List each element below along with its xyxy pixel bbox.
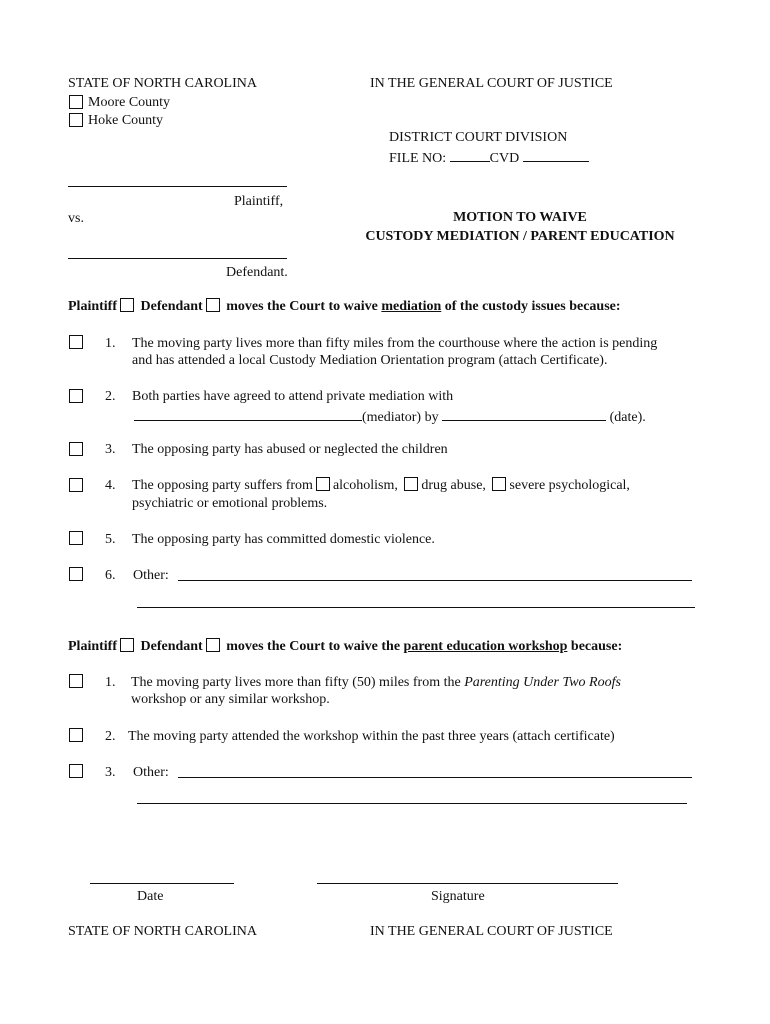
moore-county-checkbox[interactable] [69, 95, 83, 109]
mediation-waiver-statement [68, 298, 621, 315]
s1-item3-checkbox[interactable] [69, 442, 83, 456]
s1-item4-text-cont: psychiatric or emotional problems. [132, 496, 328, 511]
s2-item2-checkbox[interactable] [69, 728, 83, 742]
s1-item6-label: Other: [133, 568, 169, 583]
file-year-field[interactable] [450, 148, 490, 162]
file-cvd-label: CVD [489, 151, 520, 166]
s2-other-line1[interactable] [178, 777, 692, 778]
s1-other-line1[interactable] [178, 580, 692, 581]
s1-item1-number: 1. [105, 336, 116, 351]
s1-item5-number: 5. [105, 532, 116, 547]
s1-item2-mediator-row [134, 407, 646, 426]
s1-plaintiff-label: Plaintiff [68, 299, 117, 314]
s2-defendant-checkbox[interactable] [206, 638, 220, 652]
s1-item1-text-cont: and has attended a local Custody Mediation Orientation program (attach Certificate). [132, 353, 608, 368]
moore-county-label: Moore County [88, 95, 171, 110]
s2-item1-text-cont: workshop or any similar workshop. [131, 692, 330, 707]
court-heading: IN THE GENERAL COURT OF JUSTICE [370, 76, 613, 91]
s1-keyword: mediation [381, 299, 442, 314]
defendant-name-line[interactable] [68, 258, 287, 259]
s1-item5-text: The opposing party has committed domestic violence. [132, 532, 435, 547]
s1-item2-number: 2. [105, 389, 116, 404]
s1-suffix: of the custody issues because: [444, 299, 621, 314]
file-number [389, 148, 589, 167]
form-title-line1: MOTION TO WAIVE [453, 210, 587, 225]
file-number-field[interactable] [523, 148, 589, 162]
workshop-waiver-statement [68, 638, 622, 655]
date-signature-line[interactable] [90, 883, 234, 884]
s2-item1-text [131, 674, 621, 691]
state-heading: STATE OF NORTH CAROLINA [68, 76, 257, 91]
footer-state-heading: STATE OF NORTH CAROLINA [68, 924, 257, 939]
s2-plaintiff-checkbox[interactable] [120, 638, 134, 652]
date-label: (date). [609, 410, 646, 425]
s2-item3-checkbox[interactable] [69, 764, 83, 778]
s1-item1-text: The moving party lives more than fifty miles from the courthouse where the action is pending [132, 336, 658, 351]
mediator-label: (mediator) by [362, 410, 439, 425]
s1-prefix: moves the Court to waive [226, 299, 378, 314]
s2-item1-lead: The moving party lives more than fifty (50) miles from the [131, 675, 461, 690]
signature-caption: Signature [431, 889, 485, 904]
s1-item4-lead: The opposing party suffers from [132, 478, 313, 493]
plaintiff-label: Plaintiff, [234, 194, 284, 209]
s2-item1-checkbox[interactable] [69, 674, 83, 688]
drug-abuse-checkbox[interactable] [404, 477, 418, 491]
file-no-label: FILE NO: [389, 151, 447, 166]
psychological-checkbox[interactable] [492, 477, 506, 491]
s1-item3-number: 3. [105, 442, 116, 457]
s1-item1-checkbox[interactable] [69, 335, 83, 349]
s2-prefix: moves the Court to waive the [226, 639, 401, 654]
signature-line[interactable] [317, 883, 618, 884]
s2-suffix: because: [570, 639, 623, 654]
s2-item2-text: The moving party attended the workshop within the past three years (attach certificate) [128, 729, 615, 744]
s2-item2-number: 2. [105, 729, 116, 744]
date-caption: Date [137, 889, 164, 904]
s2-defendant-label: Defendant [140, 639, 203, 654]
s2-other-line2[interactable] [137, 803, 687, 804]
plaintiff-name-line[interactable] [68, 186, 287, 187]
s2-keyword: parent education workshop [403, 639, 568, 654]
alcoholism-label: alcoholism, [332, 478, 398, 493]
hoke-county-label: Hoke County [88, 113, 164, 128]
s2-item3-number: 3. [105, 765, 116, 780]
s1-item2-checkbox[interactable] [69, 389, 83, 403]
mediator-name-field[interactable] [134, 407, 362, 421]
hoke-county-checkbox[interactable] [69, 113, 83, 127]
psychological-label: severe psychological, [509, 478, 630, 493]
s2-item3-label: Other: [133, 765, 169, 780]
s1-item4-number: 4. [105, 478, 116, 493]
s1-item4-text [132, 477, 630, 494]
s2-plaintiff-label: Plaintiff [68, 639, 117, 654]
mediation-date-field[interactable] [442, 407, 606, 421]
s1-item6-number: 6. [105, 568, 116, 583]
s1-item2-text: Both parties have agreed to attend private mediation with [132, 389, 454, 404]
s1-other-line2[interactable] [137, 607, 695, 608]
drug-abuse-label: drug abuse, [421, 478, 486, 493]
s1-item4-checkbox[interactable] [69, 478, 83, 492]
s1-defendant-label: Defendant [140, 299, 203, 314]
s2-item1-number: 1. [105, 675, 116, 690]
s1-item3-text: The opposing party has abused or neglected the children [132, 442, 448, 457]
versus-label: vs. [68, 211, 84, 226]
workshop-name: Parenting Under Two Roofs [464, 675, 621, 690]
s1-plaintiff-checkbox[interactable] [120, 298, 134, 312]
division-label: DISTRICT COURT DIVISION [389, 130, 568, 145]
s1-item5-checkbox[interactable] [69, 531, 83, 545]
form-title-line2: CUSTODY MEDIATION / PARENT EDUCATION [365, 229, 675, 244]
s1-defendant-checkbox[interactable] [206, 298, 220, 312]
defendant-label: Defendant. [226, 265, 288, 280]
s1-item6-checkbox[interactable] [69, 567, 83, 581]
footer-court-heading: IN THE GENERAL COURT OF JUSTICE [370, 924, 613, 939]
alcoholism-checkbox[interactable] [316, 477, 330, 491]
